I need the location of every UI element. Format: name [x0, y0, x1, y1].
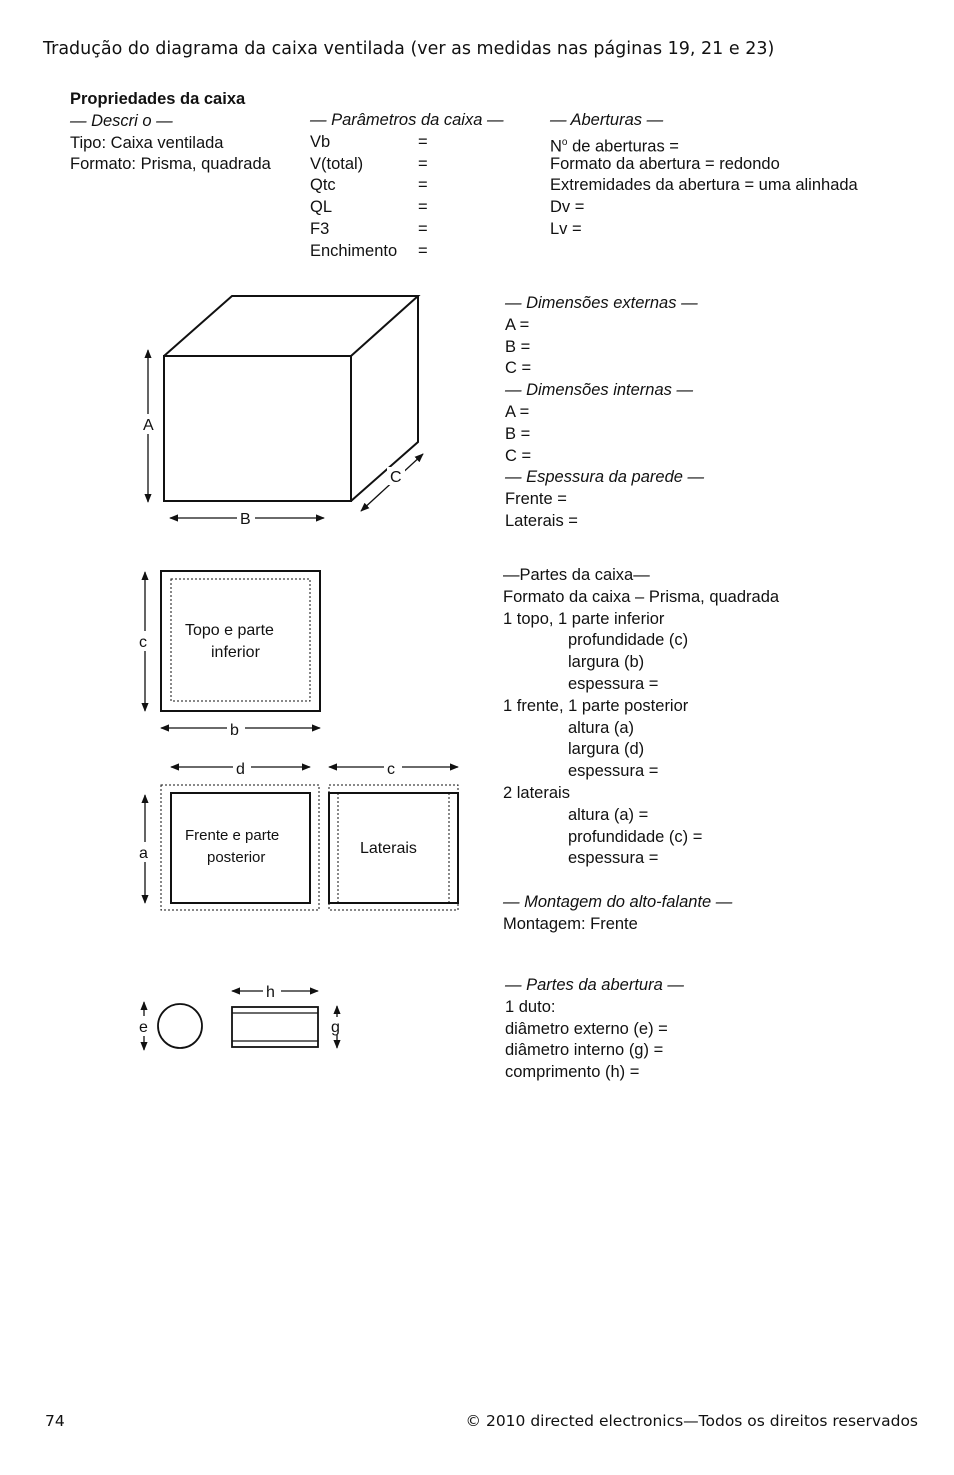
- opening-format: Formato da abertura = redondo: [550, 154, 780, 173]
- mount-value: Montagem: Frente: [503, 914, 638, 933]
- opening-lv: Lv =: [550, 219, 582, 238]
- list-item: largura (d): [568, 740, 645, 759]
- label-c: c: [387, 761, 395, 778]
- label-c: c: [139, 634, 147, 651]
- top-bottom-title: 1 topo, 1 parte inferior: [503, 609, 665, 628]
- sides-label: Laterais: [360, 840, 417, 857]
- ext-dim-b: B =: [505, 337, 531, 356]
- ext-dimensions-heading: — Dimensões externas —: [505, 294, 698, 312]
- list-item: espessura =: [568, 674, 659, 693]
- label-d: d: [236, 761, 245, 778]
- openings-heading: — Aberturas —: [550, 111, 664, 129]
- box-parts-heading: —Partes da caixa—: [503, 566, 650, 584]
- mount-heading: — Montagem do alto-falante —: [503, 892, 733, 911]
- port-line: comprimento (h) =: [505, 1063, 640, 1082]
- top-bottom-label: Topo e parte: [185, 622, 274, 639]
- label-c: C: [390, 469, 402, 486]
- int-dim-b: B =: [505, 424, 531, 443]
- port-line: 1 duto:: [505, 997, 556, 1016]
- label-a: a: [139, 845, 148, 862]
- parameters-heading: — Parâmetros da caixa —: [310, 111, 504, 129]
- label-b: B: [240, 511, 251, 528]
- param-row: F3 =: [310, 219, 428, 238]
- description-heading: — Descri o —: [70, 111, 173, 130]
- int-dimensions-heading: — Dimensões internas —: [505, 381, 693, 400]
- front-back-label: Frente e parte: [185, 827, 280, 844]
- wall-thickness-heading: — Espessura da parede —: [505, 468, 705, 487]
- box-parts-format: Formato da caixa – Prisma, quadrada: [503, 587, 780, 606]
- param-row: V(total) =: [310, 154, 428, 173]
- port-parts-heading: — Partes da abertura —: [505, 976, 684, 994]
- page-number: 74: [45, 1412, 65, 1430]
- param-row: QL =: [310, 198, 428, 217]
- sides-title: 2 laterais: [503, 783, 570, 802]
- properties-heading: Propriedades da caixa: [70, 90, 246, 108]
- label-e: e: [139, 1019, 148, 1036]
- label-h: h: [266, 984, 275, 1001]
- int-dim-a: A =: [505, 402, 530, 421]
- port-line: diâmetro externo (e) =: [505, 1019, 668, 1038]
- label-g: g: [331, 1019, 340, 1036]
- openings-count: $N^o$ de aberturas =: [550, 136, 679, 156]
- list-item: espessura =: [568, 849, 659, 868]
- box-type: Tipo: Caixa ventilada: [70, 133, 224, 152]
- int-dim-c: C =: [505, 446, 532, 465]
- opening-ends: Extremidades da abertura = uma alinhada: [550, 176, 858, 195]
- label-b: b: [230, 722, 239, 739]
- param-row: Vb =: [310, 132, 428, 151]
- front-back-panel: [161, 785, 319, 910]
- opening-dv: Dv =: [550, 198, 585, 217]
- duct-side-view: [232, 1007, 318, 1047]
- front-back-title: 1 frente, 1 parte posterior: [503, 696, 689, 715]
- box-3d-drawing: [164, 296, 418, 501]
- front-back-label: posterior: [207, 849, 266, 866]
- port-line: diâmetro interno (g) =: [505, 1041, 664, 1060]
- top-bottom-label: inferior: [211, 644, 260, 661]
- wall-front: Frente =: [505, 490, 567, 509]
- box-format: Formato: Prisma, quadrada: [70, 155, 271, 174]
- label-a: A: [143, 417, 154, 434]
- ext-dim-c: C =: [505, 359, 532, 378]
- list-item: espessura =: [568, 762, 659, 781]
- list-item: largura (b): [568, 653, 645, 672]
- duct-circle: [158, 1004, 202, 1048]
- list-item: profundidade (c): [568, 631, 689, 650]
- ext-dim-a: A =: [505, 315, 530, 334]
- param-row: Qtc =: [310, 176, 428, 195]
- top-bottom-panel: [161, 571, 320, 711]
- param-row: Enchimento =: [310, 241, 428, 260]
- list-item: altura (a): [568, 718, 635, 737]
- copyright: © 2010 directed electronics—Todos os direitos reservados: [465, 1412, 918, 1430]
- page-title: Tradução do diagrama da caixa ventilada (ver as medidas nas páginas 19, 21 e 23): [43, 39, 775, 59]
- list-item: profundidade (c) =: [568, 827, 703, 846]
- wall-sides: Laterais =: [505, 511, 578, 530]
- list-item: altura (a) =: [568, 805, 649, 824]
